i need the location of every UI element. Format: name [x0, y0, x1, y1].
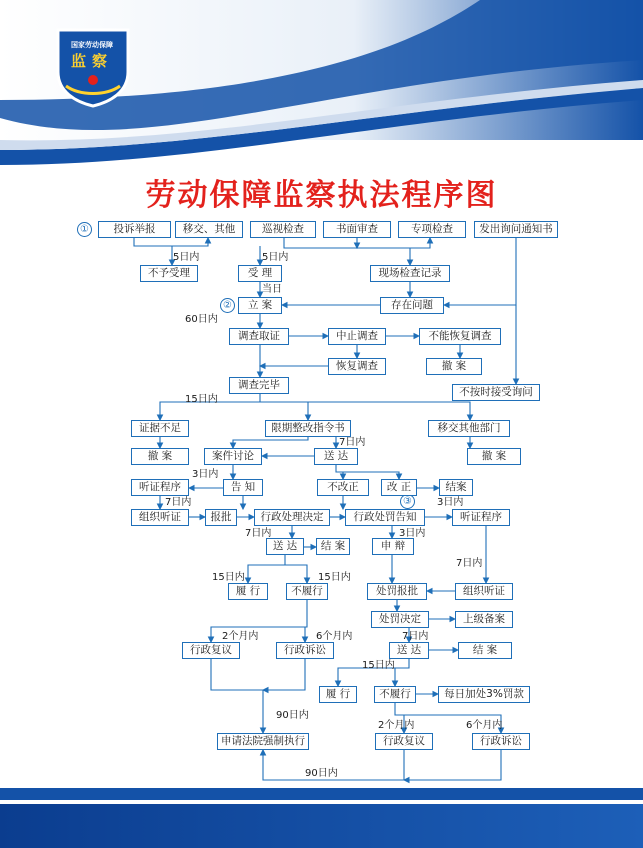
node-susong1: 行政诉讼 — [276, 642, 334, 659]
node-zuzhi1: 组织听证 — [131, 509, 189, 526]
connector-line — [134, 238, 208, 246]
label-90days-a: 90日内 — [276, 710, 309, 721]
connector-line — [404, 750, 501, 780]
node-shouli: 受 理 — [238, 265, 282, 282]
node-lvxing2: 履 行 — [319, 686, 357, 703]
node-tingzheng1: 听证程序 — [131, 479, 189, 496]
node-chean1: 撤 案 — [426, 358, 482, 375]
badge-top-text: 国家劳动保障 — [71, 41, 113, 49]
label-5days-b: 5日内 — [262, 252, 289, 263]
page-title: 劳动保障监察执法程序图 — [145, 178, 498, 213]
node-jiean1: 结案 — [439, 479, 473, 496]
node-wanbi: 调查完毕 — [229, 377, 289, 394]
node-diaocha: 调查取证 — [229, 328, 289, 345]
connector-line — [248, 555, 285, 583]
node-bugaizheng: 不改正 — [317, 479, 369, 496]
label-3days-b: 3日内 — [437, 497, 464, 508]
connector-line — [263, 659, 305, 690]
step-marker-2: ② — [220, 298, 235, 313]
node-xianqi: 限期整改指令书 — [265, 420, 351, 437]
label-5days-a: 5日内 — [173, 252, 200, 263]
node-gaozhishu: 行政处罚告知 — [345, 509, 425, 526]
node-baopi: 报批 — [205, 509, 237, 526]
node-yijiao: 移交、其他 — [175, 221, 243, 238]
node-chean3: 撤 案 — [467, 448, 521, 465]
label-6months-a: 6个月内 — [316, 631, 353, 642]
connector-line — [285, 565, 307, 583]
node-fachu: 发出询问通知书 — [474, 221, 558, 238]
node-gaozhi: 告 知 — [223, 479, 263, 496]
node-chufa-jd: 处罚决定 — [371, 611, 429, 628]
step-marker-3: ③ — [400, 494, 415, 509]
node-huifu: 恢复调查 — [328, 358, 386, 375]
connector-line — [211, 659, 263, 733]
connector-line — [444, 238, 516, 305]
node-fuyi2: 行政复议 — [375, 733, 433, 750]
connector-line — [233, 437, 308, 448]
label-7days-d: 7日内 — [456, 558, 483, 569]
node-xianchang: 现场检查记录 — [370, 265, 450, 282]
node-shenbian: 申 辩 — [372, 538, 414, 555]
node-songda1: 送 达 — [314, 448, 358, 465]
label-3days-a: 3日内 — [192, 469, 219, 480]
label-15days-b: 15日内 — [212, 572, 245, 583]
node-shumian: 书面审查 — [323, 221, 391, 238]
node-qiangzhi: 申请法院强制执行 — [217, 733, 309, 750]
node-jiachu: 每日加处3%罚款 — [438, 686, 530, 703]
node-gaizheng: 改 正 — [381, 479, 417, 496]
label-3days-c: 3日内 — [399, 528, 426, 539]
node-buneng: 不能恢复调查 — [419, 328, 501, 345]
connector-line — [395, 668, 409, 686]
label-7days-e: 7日内 — [402, 631, 429, 642]
label-15days-d: 15日内 — [362, 660, 395, 671]
node-yijiao-qita: 移交其他部门 — [428, 420, 510, 437]
badge-main-text: 监察 — [70, 52, 113, 70]
node-songda2: 送 达 — [266, 538, 304, 555]
node-shangji: 上级备案 — [455, 611, 513, 628]
label-7days-c: 7日内 — [245, 528, 272, 539]
node-lvxing1: 履 行 — [228, 583, 268, 600]
label-15days-a: 15日内 — [185, 394, 218, 405]
label-sameday: 当日 — [262, 284, 282, 295]
label-6months-b: 6个月内 — [466, 720, 503, 731]
node-tousu: 投诉举报 — [98, 221, 171, 238]
label-2months-b: 2个月内 — [378, 720, 415, 731]
node-jiean2: 结 案 — [316, 538, 350, 555]
node-fuyi1: 行政复议 — [182, 642, 240, 659]
node-bulvxing2: 不履行 — [374, 686, 416, 703]
connector-line — [336, 472, 399, 479]
node-zhengju: 证据不足 — [131, 420, 189, 437]
node-chufa-baopi: 处罚报批 — [367, 583, 427, 600]
label-7days-a: 7日内 — [339, 437, 366, 448]
node-jiean3: 结 案 — [458, 642, 512, 659]
label-7days-b: 7日内 — [165, 497, 192, 508]
node-susong2: 行政诉讼 — [472, 733, 530, 750]
node-xunshi: 巡视检查 — [250, 221, 316, 238]
node-xingzheng-jd: 行政处理决定 — [254, 509, 330, 526]
node-songda3: 送 达 — [389, 642, 429, 659]
node-zuzhi2: 组织听证 — [455, 583, 513, 600]
node-zhuanxiang: 专项检查 — [398, 221, 466, 238]
label-2months-a: 2个月内 — [222, 631, 259, 642]
node-bulvxing1: 不履行 — [286, 583, 328, 600]
node-buyu: 不予受理 — [140, 265, 198, 282]
node-tingzheng2: 听证程序 — [452, 509, 510, 526]
connector-line — [305, 627, 307, 642]
node-anjian: 案件讨论 — [204, 448, 262, 465]
connector-line — [260, 402, 470, 420]
node-bu-an: 不按时接受询问 — [452, 384, 540, 401]
node-cunzai: 存在问题 — [380, 297, 444, 314]
label-15days-c: 15日内 — [318, 572, 351, 583]
label-60days: 60日内 — [185, 314, 218, 325]
label-90days-b: 90日内 — [305, 768, 338, 779]
node-lian: 立 案 — [238, 297, 282, 314]
step-marker-1: ① — [77, 222, 92, 237]
node-zhongzhi: 中止调查 — [328, 328, 386, 345]
node-chean2: 撤 案 — [131, 448, 189, 465]
